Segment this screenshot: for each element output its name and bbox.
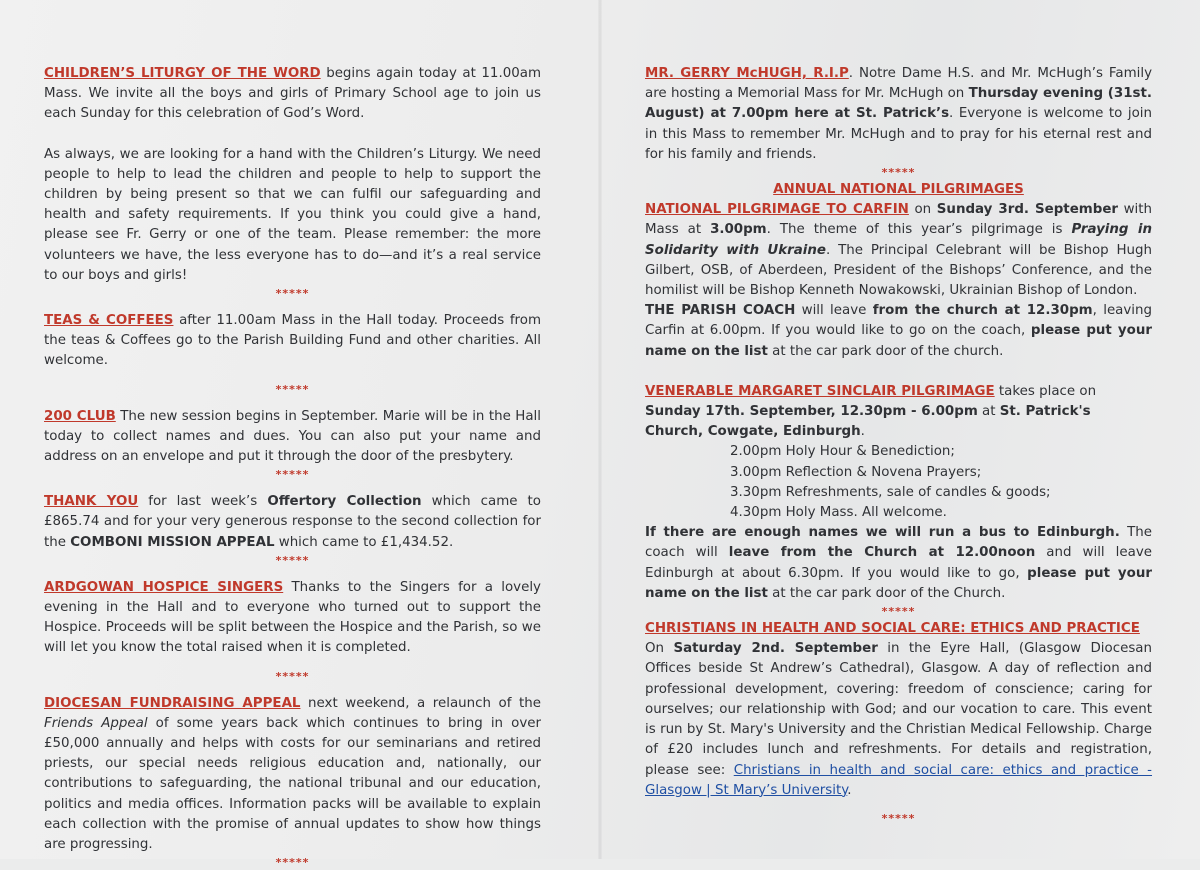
separator: ***** [881, 605, 916, 619]
separator: ***** [275, 287, 310, 301]
bus-text: The coach will [645, 525, 1152, 561]
childrens-liturgy-appeal: As always, we are looking for a hand with the Children’s Liturgy. We need people to help to lead the children and people to help to support the children by being present so that we can fulfil our safeguarding and health and safety requirements. If you think you could give a hand, please see Fr. Gerry or one of the team. Please remember: the more volunteers we have, the less everyone has to do—and it’s a real service to our boys and girls! [44, 146, 541, 283]
schedule-item: 2.00pm Holy Hour & Benediction; [730, 444, 955, 460]
bus-text: at the car park door of the Church. [767, 585, 1006, 601]
sinclair-notice [645, 382, 1152, 443]
thankyou-heading: THANK YOU [44, 494, 139, 510]
separator: ***** [275, 382, 310, 396]
teas-heading: TEAS & COFFEES [44, 313, 174, 329]
sinclair-venue: St. Patrick's Church, Cowgate, Edinburgh [645, 404, 1091, 440]
bus-text: and will leave Edinburgh at about 6.30pm. If you would like to go, [645, 545, 1152, 581]
sinclair-date: Sunday 17th. September, 12.30pm - 6.00pm [645, 404, 978, 420]
bus-announcement: If there are enough names we will run a bus to Edinburgh. [645, 525, 1120, 541]
separator: ***** [275, 468, 310, 482]
sinclair-text: at [977, 404, 1000, 420]
carfin-date: Sunday 3rd. September [936, 202, 1119, 218]
childrens-liturgy-notice [44, 64, 541, 125]
pilgrimage-theme: Praying in Solidarity with Ukraine [645, 222, 1152, 258]
christians-heading-line [645, 619, 1152, 639]
diocesan-notice [44, 694, 541, 856]
separator: ***** [275, 856, 310, 870]
memorial-mass-time: Thursday evening (31st. August) at 7.00pm here at St. Patrick’s [645, 86, 1152, 122]
separator: ***** [881, 166, 916, 180]
bus-notice [645, 523, 1152, 604]
carfin-text: . The Principal Celebrant will be Bishop Hugh Gilbert, OSB, of Aberdeen, President of the Bishops’ Conference, and the homilist will be Bishop Kenneth Nowakowski, Ukrainian Bishop of London. [645, 242, 1153, 299]
thankyou-text: for last week’s [138, 494, 268, 510]
childrens-liturgy-heading: CHILDREN’S LITURGY OF THE WORD [44, 66, 321, 81]
sinclair-text: takes place on [994, 383, 1097, 399]
carfin-text: . The theme of this year’s pilgrimage is [766, 222, 1072, 238]
carfin-text: with Mass at [645, 202, 1153, 238]
separator: ***** [275, 553, 310, 567]
mchugh-text: . Notre Dame H.S. and Mr. McHugh’s Family are hosting a Memorial Mass for Mr. McHugh on [645, 66, 1152, 102]
separator: ***** [275, 669, 310, 683]
coach-text: will leave [795, 303, 873, 319]
schedule-item: 4.30pm Holy Mass. All welcome. [730, 505, 947, 521]
friends-appeal: Friends Appeal [44, 715, 148, 731]
thankyou-text: which came to £865.74 and for your very generous response to the second collection for the [44, 494, 541, 550]
christians-text: On [645, 641, 674, 657]
mchugh-text: . Everyone is welcome to join in this Mass to remember Mr. McHugh and to pray for his eternal rest and for his family and friends. [645, 106, 1152, 162]
christians-text: . [847, 782, 852, 798]
pilgrimages-heading: ANNUAL NATIONAL PILGRIMAGES [773, 182, 1024, 198]
coach-signup: please put your name on the list [645, 323, 1152, 359]
ardgowan-text: Thanks to the Singers for a lovely evening in the Hall and to everyone who turned out to support the Hospice. Proceeds will be split between the Hospice and the Parish, so we will let you know the total raised when it is completed. [44, 579, 541, 656]
sinclair-heading: VENERABLE MARGARET SINCLAIR PILGRIMAGE [645, 383, 995, 399]
mchugh-heading: MR. GERRY McHUGH, R.I.P [645, 66, 849, 81]
sinclair-text: . [860, 424, 865, 440]
coach-text: at the car park door of the church. [767, 343, 1004, 359]
club200-notice [44, 407, 541, 468]
carfin-text: on [908, 202, 937, 218]
carfin-time: 3.00pm [710, 222, 767, 238]
page-fold [598, 0, 602, 859]
diocesan-text: next weekend, a relaunch of the [300, 695, 541, 711]
teas-text: after 11.00am Mass in the Hall today. Proceeds from the teas & Coffees go to the Parish Building Fund and other charities. All welcome. [44, 313, 541, 369]
parish-coach: THE PARISH COACH [645, 303, 796, 319]
diocesan-text: of some years back which continues to bring in over £50,000 annually and helps with costs for our seminarians and retired priests, our special needs religious education and, nationally, our contributions to safeguarding, the national tribunal and our education, politics and media offices. Information packs will be available to explain each collection with the promise of annual updates to show how things are progressing. [44, 715, 541, 853]
schedule-item: 3.00pm Reflection & Novena Prayers; [730, 464, 982, 480]
teas-notice [44, 311, 541, 372]
coach-notice [645, 301, 1152, 362]
bus-signup: please put your name on the list [645, 565, 1152, 601]
carfin-notice [645, 200, 1152, 301]
club200-heading: 200 CLUB [44, 408, 116, 424]
christians-heading: CHRISTIANS IN HEALTH AND SOCIAL CARE: ETHICS AND PRACTICE [645, 621, 1140, 637]
left-column [44, 64, 541, 870]
carfin-heading: NATIONAL PILGRIMAGE TO CARFIN [645, 202, 909, 218]
separator: ***** [881, 811, 916, 825]
schedule-item: 3.30pm Refreshments, sale of candles & goods; [730, 484, 1051, 500]
coach-departure: from the church at 12.30pm [872, 303, 1093, 319]
childrens-liturgy-text: begins again today at 11.00am Mass. We invite all the boys and girls of Primary School age to join us each Sunday for this celebration of God’s Word. [44, 66, 541, 122]
coach-text: , leaving Carfin at 6.00pm. If you would like to go on the coach, [645, 303, 1153, 339]
christians-text: in the Eyre Hall, (Glasgow Diocesan Offices beside St Andrew’s Cathedral), Glasgow. A day of reflection and professional development, covering: freedom of conscience; caring for ourselves; our relationship with God; and our vocation to care. This event is run by St. Mary's University and the Christian Medical Fellowship. Charge of £20 includes lunch and refreshments. For details and registration, please see: [645, 641, 1152, 778]
thankyou-text: which came to £1,434.52. [274, 534, 454, 550]
diocesan-heading: DIOCESAN FUNDRAISING APPEAL [44, 695, 301, 711]
ardgowan-heading: ARDGOWAN HOSPICE SINGERS [44, 579, 284, 595]
mchugh-notice [645, 64, 1152, 165]
offertory-collection: Offertory Collection [267, 494, 422, 510]
right-column [645, 64, 1152, 826]
st-marys-link[interactable]: Christians in health and social care: ethics and practice - Glasgow | St Mary’s University [645, 762, 1153, 798]
bus-departure: leave from the Church at 12.00noon [728, 545, 1036, 561]
christians-notice [645, 639, 1152, 801]
sinclair-schedule [645, 442, 1152, 523]
thankyou-notice [44, 492, 541, 553]
club200-text: The new session begins in September. Marie will be in the Hall today to collect names and dues. You can also put your name and address on an envelope and put it through the door of the presbytery. [44, 408, 542, 465]
comboni-appeal: COMBONI MISSION APPEAL [70, 534, 275, 550]
ardgowan-notice [44, 578, 541, 659]
christians-date: Saturday 2nd. September [673, 641, 878, 657]
